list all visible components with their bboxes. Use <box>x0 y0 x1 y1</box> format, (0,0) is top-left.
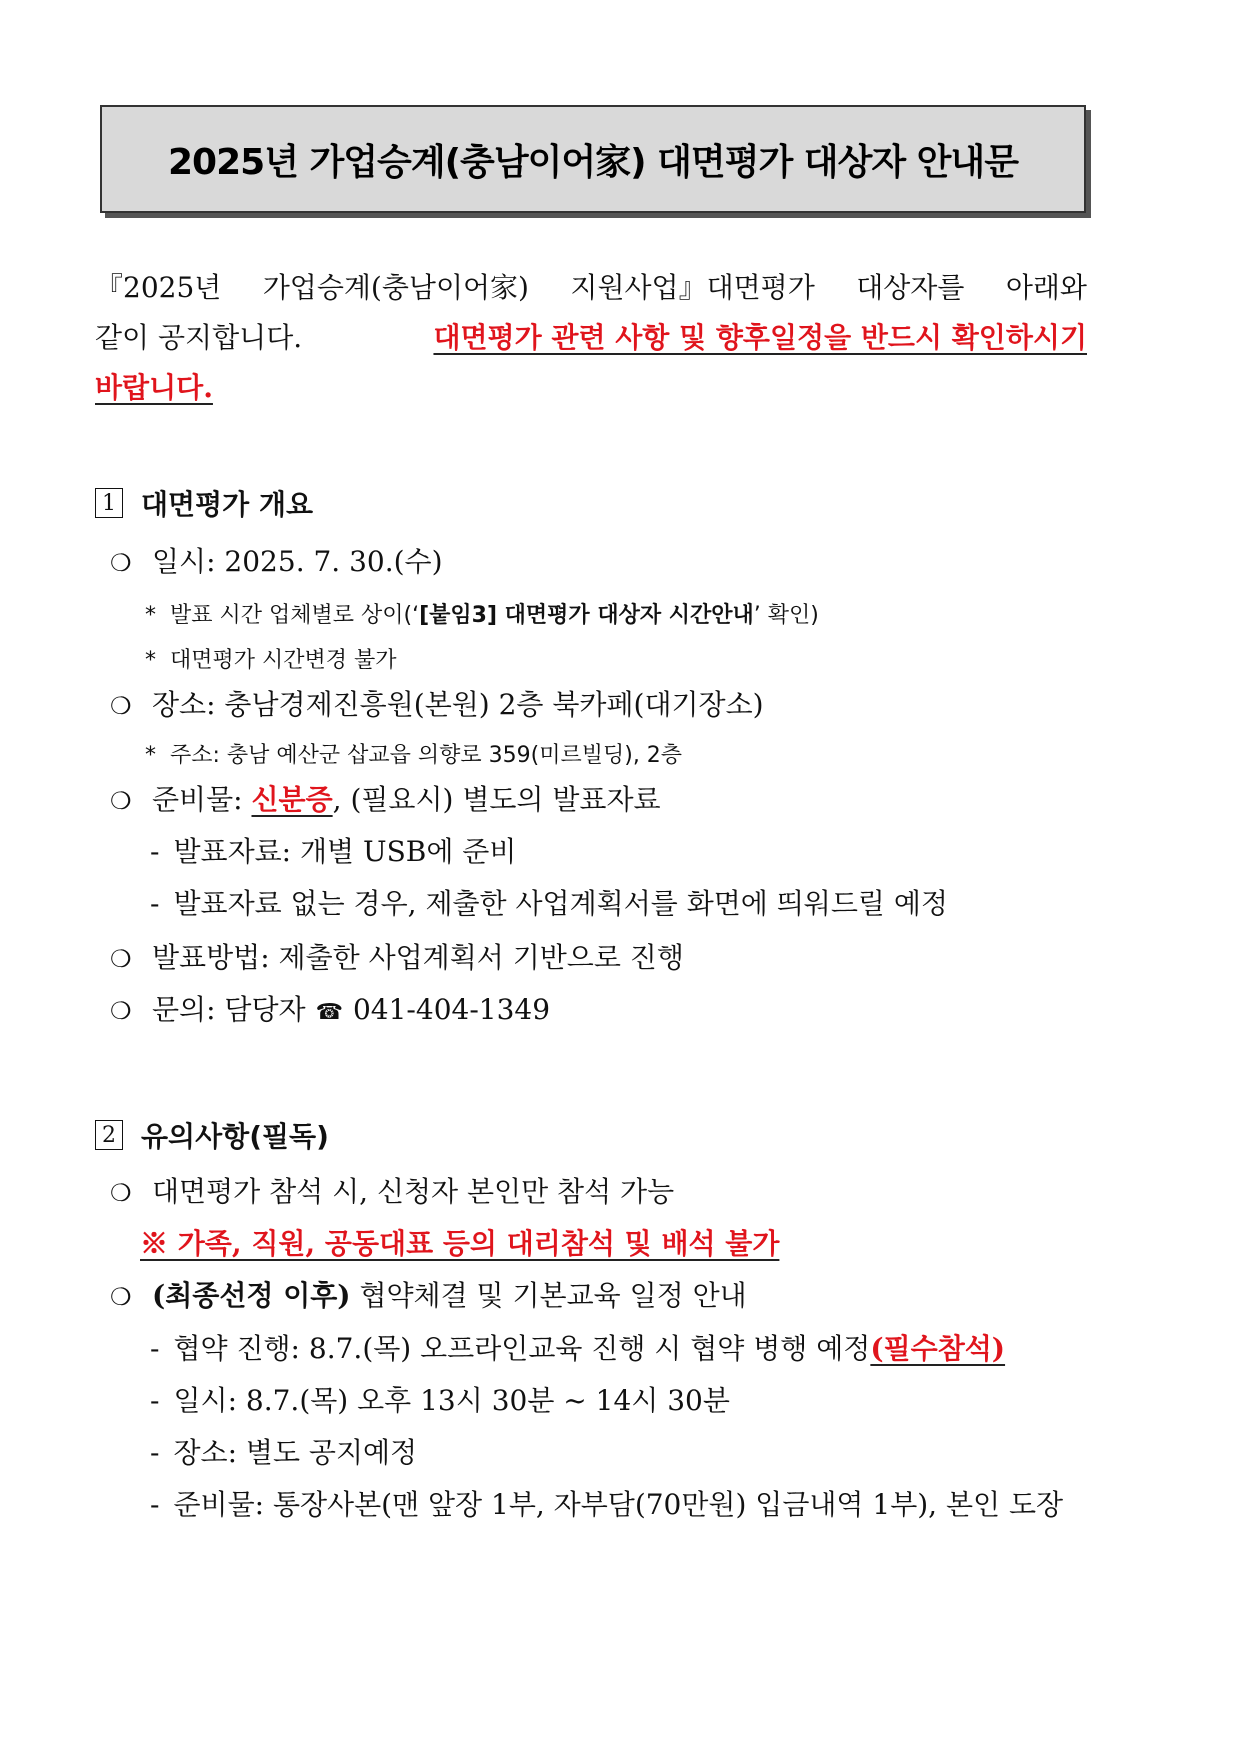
section-number-box: 1 <box>95 488 123 518</box>
bullet-prep <box>110 778 661 818</box>
sub-prep-usb <box>150 830 516 870</box>
section-number-box: 2 <box>95 1120 123 1150</box>
page-title: 2025년 가업승계(충남이어家) 대면평가 대상자 안내문 <box>168 141 1018 183</box>
circle-bullet-icon: ❍ <box>110 787 132 815</box>
bullet-text: 문의: 담당자 <box>152 993 306 1026</box>
circle-bullet-icon: ❍ <box>110 997 132 1025</box>
bullet-text: 장소: 충남경제진흥원(본원) 2층 북카페(대기장소) <box>152 688 764 721</box>
circle-bullet-icon: ❍ <box>110 1179 132 1207</box>
bullet-text: 협약체결 및 기본교육 일정 안내 <box>350 1279 747 1312</box>
bullet-method <box>110 936 684 976</box>
circle-bullet-icon: ❍ <box>110 1283 132 1311</box>
note-no-change <box>145 643 397 674</box>
sub-text: 협약 진행: 8.7.(목) 오프라인교육 진행 시 협약 병행 예정 <box>173 1332 871 1365</box>
note-address <box>145 738 682 769</box>
bullet-text: 준비물: <box>152 783 252 816</box>
id-card-highlight: 신분증 <box>251 783 333 816</box>
section-2-heading <box>95 1115 329 1155</box>
intro-highlight-end: 바랍니다. <box>95 371 213 404</box>
title-box <box>100 105 1086 213</box>
intro-line-3 <box>95 363 1087 413</box>
sub-location <box>150 1431 417 1471</box>
bullet-text: 발표방법: 제출한 사업계획서 기반으로 진행 <box>152 941 684 974</box>
dash-icon: - <box>150 835 160 868</box>
note-text: 대면평가 시간변경 불가 <box>170 648 397 673</box>
bullet-text: , (필요시) 별도의 발표자료 <box>332 783 661 816</box>
warning-no-proxy: ※ 가족, 직원, 공동대표 등의 대리참석 및 배석 불가 <box>140 1227 780 1260</box>
bullet-text: 일시: 2025. 7. 30.(수) <box>152 545 443 578</box>
asterisk-icon: * <box>145 743 156 768</box>
sub-text: 발표자료: 개별 USB에 준비 <box>173 835 517 868</box>
dash-icon: - <box>150 1436 160 1469</box>
sub-agreement <box>150 1327 1005 1367</box>
dash-icon: - <box>150 1384 160 1417</box>
note-bold-text: [붙임3] 대면평가 대상자 시간안내 <box>419 603 754 628</box>
dash-icon: - <box>150 1488 160 1521</box>
note-text: ’ 확인) <box>753 603 819 628</box>
phone-icon: ☎ <box>315 1000 343 1025</box>
dash-icon: - <box>150 887 160 920</box>
section-1-heading <box>95 483 313 523</box>
intro-word: 대상자를 <box>856 271 965 304</box>
dash-icon: - <box>150 1332 160 1365</box>
bullet-attend <box>110 1170 674 1210</box>
section-title: 유의사항(필독) <box>141 1120 329 1153</box>
intro-word: 가업승계(충남이어家) <box>262 271 529 304</box>
note-text: 발표 시간 업체별로 상이(‘ <box>170 603 420 628</box>
contact-phone: 041-404-1349 <box>352 993 551 1026</box>
bullet-place <box>110 683 764 723</box>
sub-datetime <box>150 1379 730 1419</box>
required-highlight: (필수참석) <box>870 1332 1006 1365</box>
intro-notice-text: 같이 공지합니다. <box>95 321 303 354</box>
intro-word: 『2025년 <box>95 271 222 304</box>
note-time-varies <box>145 598 819 629</box>
intro-line-2 <box>95 313 1087 363</box>
asterisk-icon: * <box>145 603 156 628</box>
intro-word: 아래와 <box>1005 271 1087 304</box>
bullet-bold-text: (최종선정 이후) <box>152 1279 351 1312</box>
intro-word: 지원사업』대면평가 <box>570 271 815 304</box>
sub-prep-items <box>150 1483 1063 1523</box>
section-title: 대면평가 개요 <box>141 488 314 521</box>
bullet-text: 대면평가 참석 시, 신청자 본인만 참석 가능 <box>152 1175 675 1208</box>
circle-bullet-icon: ❍ <box>110 945 132 973</box>
circle-bullet-icon: ❍ <box>110 692 132 720</box>
intro-highlight: 대면평가 관련 사항 및 향후일정을 반드시 확인하시기 <box>433 321 1087 354</box>
sub-text: 준비물: 통장사본(맨 앞장 1부, 자부담(70만원) 입금내역 1부), 본인 도장 <box>173 1488 1064 1521</box>
sub-text: 일시: 8.7.(목) 오후 13시 30분 ~ 14시 30분 <box>173 1384 730 1417</box>
bullet-contact <box>110 988 550 1028</box>
sub-text: 장소: 별도 공지예정 <box>173 1436 418 1469</box>
sub-prep-none <box>150 882 948 922</box>
circle-bullet-icon: ❍ <box>110 549 132 577</box>
asterisk-icon: * <box>145 648 156 673</box>
bullet-final <box>110 1274 747 1314</box>
sub-text: 발표자료 없는 경우, 제출한 사업계획서를 화면에 띄워드릴 예정 <box>173 887 948 920</box>
bullet-date <box>110 540 443 580</box>
note-text: 주소: 충남 예산군 삽교읍 의향로 359(미르빌딩), 2층 <box>170 743 683 768</box>
intro-line-1 <box>95 263 1087 313</box>
